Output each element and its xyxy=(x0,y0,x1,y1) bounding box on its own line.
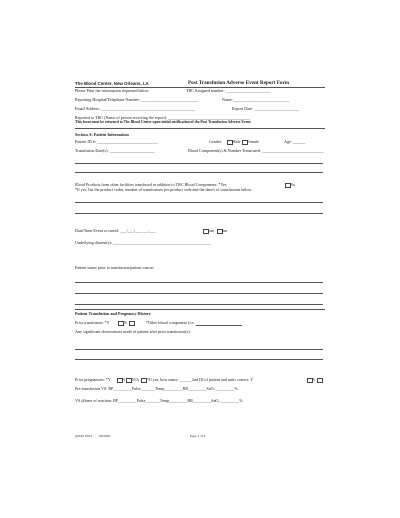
tbc-assigned-field[interactable]: TBC Assigned number: ______________________ xyxy=(186,88,271,93)
email-field[interactable]: Email Address: ______________________________________________ xyxy=(75,106,196,111)
prior-transfusion-no-label: N xyxy=(124,320,127,325)
am-label: am xyxy=(209,228,215,233)
name-field[interactable]: Name: ___________________________ xyxy=(222,97,290,102)
section-a-divider xyxy=(75,128,325,129)
underlying-disease-field[interactable]: Underlying disease(s): ________________________________________________ xyxy=(75,240,212,245)
reaction-vs-field[interactable]: VS @time of reaction: BP_________Pulse_______Temp_________RR_________SaO₂ _________% xyxy=(75,398,243,403)
page-number: Page 1 of 3 xyxy=(190,434,206,438)
gender-label: Gender: xyxy=(209,139,223,144)
transfusion-dates-field[interactable]: Transfusion Date(s): ______________________ xyxy=(75,148,155,153)
org-name: The Blood Center, New Orleans, LA xyxy=(75,81,149,86)
pregnancies-no-label: N xyxy=(122,377,125,382)
prior-pregnancies-label: Prior pregnancies: *Y xyxy=(75,377,111,382)
section-a-heading: Section A: Patient Information xyxy=(75,132,129,137)
writing-line[interactable] xyxy=(75,172,323,173)
writing-line[interactable] xyxy=(75,349,323,350)
reported-to-field[interactable]: Reported to TBC (Name of person receiving the report): ________________________________________ xyxy=(75,115,251,120)
event-date-field[interactable]: Date/Time Event occurred: ___/___/___ ___:___ xyxy=(75,228,156,233)
other-component-line[interactable] xyxy=(196,325,242,326)
other-facilities-question: Blood Products from other facilities transfused in addition to TBC Blood Components: *Yes xyxy=(75,182,227,187)
id-correct-no-label: N xyxy=(312,377,315,382)
male-label: Male xyxy=(232,139,241,144)
history-divider xyxy=(75,309,325,310)
if-yes-instruction: *If yes, list the product codes, number of transfusions per product code and the date/s of transfusions below. xyxy=(75,187,253,192)
writing-line[interactable] xyxy=(75,293,323,294)
patient-id-field[interactable]: Patient ID #: ______________________________ xyxy=(75,139,159,144)
how-many-field[interactable]: *If yes, how many: ______2nd ID of patient and units correct: Y xyxy=(147,377,254,382)
form-code: Q2001 F013 xyxy=(75,434,93,438)
return-note: This form must be returned to The Blood Center upon initial notification of the Post Transfusion Adverse Event. xyxy=(75,120,252,124)
observations-label: Any significant observations made of patient after prior transfusion(s): xyxy=(75,329,191,334)
age-field[interactable]: Age: ______ xyxy=(284,139,306,144)
writing-line[interactable] xyxy=(75,304,323,305)
prior-transfusion-no-checkbox[interactable] xyxy=(129,321,135,327)
writing-line[interactable] xyxy=(75,202,323,203)
female-label: Female xyxy=(247,139,260,144)
reporting-hospital-field[interactable]: Reporting Hospital/Telephone Number: ____________________________ xyxy=(75,97,199,102)
form-date: 09/2020 xyxy=(99,434,111,438)
history-heading: Patient Transfusion and Pregnancy History xyxy=(75,311,151,316)
form-title: Post Transfusion Adverse Event Report Form xyxy=(188,79,290,86)
no-label: No xyxy=(290,182,296,187)
writing-line[interactable] xyxy=(75,282,323,283)
writing-line[interactable] xyxy=(75,163,323,164)
print-instruction: Please Print the information requested below. xyxy=(75,88,150,93)
report-date-field[interactable]: Report Date: ______________________ xyxy=(232,106,300,111)
pm-label: pm xyxy=(222,228,228,233)
writing-line[interactable] xyxy=(75,213,323,214)
id-correct-no-checkbox[interactable] xyxy=(317,378,323,384)
prior-transfusion-label: Prior transfusion: *Y xyxy=(75,320,110,325)
pre-transfusion-vs-field[interactable]: Pre-transfusion VS: BP_________Pulse_______Temp_________RR_________SaO₂ _________% xyxy=(75,386,238,391)
blood-components-field[interactable]: Blood Component(s) & Number Transfused: ______________________________ xyxy=(188,148,324,153)
writing-line[interactable] xyxy=(75,359,323,360)
patient-status-label: Patient status prior to transfusion/patient course: xyxy=(75,265,155,270)
pregnancies-na-label: N/A xyxy=(132,377,140,382)
other-component-label: *Other blood component (i.e. xyxy=(146,320,195,325)
